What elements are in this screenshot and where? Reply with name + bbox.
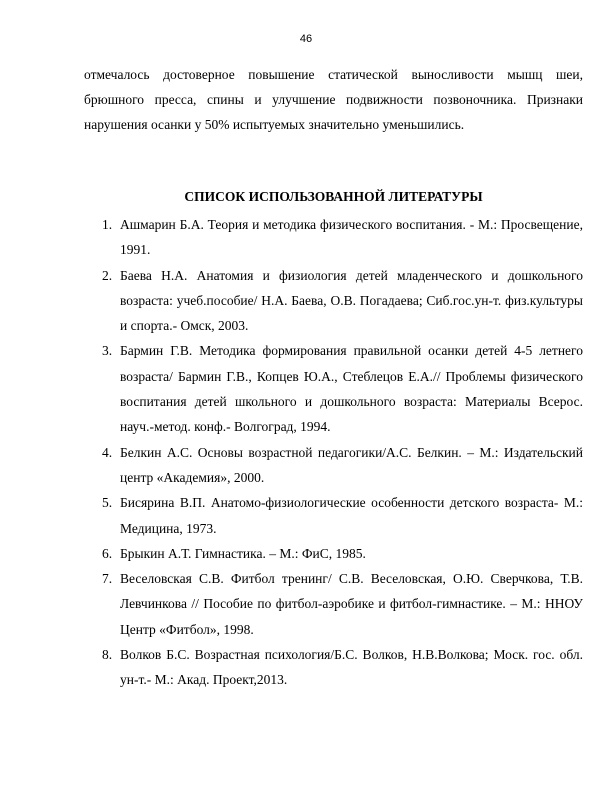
reference-text: Брыкин А.Т. Гимнастика. – М.: ФиС, 1985.: [120, 545, 366, 561]
reference-item: [84, 566, 583, 642]
reference-item: [84, 263, 583, 339]
references-title: СПИСОК ИСПОЛЬЗОВАННОЙ ЛИТЕРАТУРЫ: [184, 189, 483, 204]
reference-number: 5.: [102, 495, 113, 511]
reference-number: 3.: [102, 343, 113, 359]
reference-text: Ашмарин Б.А. Теория и методика физического воспитания. - М.: Просвещение, 1991.: [120, 217, 583, 258]
reference-item: [84, 642, 583, 693]
reference-number: 7.: [102, 571, 113, 587]
reference-number: 2.: [102, 267, 113, 283]
reference-item: [84, 338, 583, 439]
reference-item: [84, 490, 583, 541]
reference-text: Веселовская С.В. Фитбол тренинг/ С.В. Веселовская, О.Ю. Сверчкова, Т.В. Левчинкова // Пособие по фитбол-аэробике и фитбол-гимнастике. – М.: ННОУ Центр «Фитбол», 1998.: [120, 571, 583, 637]
reference-item: [84, 440, 583, 491]
reference-text: Бармин Г.В. Методика формирования правильной осанки детей 4-5 летнего возраста/ Бармин Г.В., Копцев Ю.А., Стеблецов Е.А.// Проблемы физического воспитания детей школьного и дошкольного возраста: Материалы Всерос. науч.-метод. конф.- Волгоград, 1994.: [120, 343, 583, 435]
references-list: [84, 212, 583, 693]
reference-text: Белкин А.С. Основы возрастной педагогики/А.С. Белкин. – М.: Издательский центр «Академия», 2000.: [120, 444, 583, 485]
reference-number: 6.: [102, 545, 113, 561]
intro-paragraph: отмечалось достоверное повышение статической выносливости мышц шеи, брюшного пресса, спины и улучшение подвижности позвоночника. Признаки нарушения осанки у 50% испытуемых значительно уменьшились.: [84, 67, 583, 132]
reference-number: 1.: [102, 217, 113, 232]
reference-text: Бисярина В.П. Анатомо-физиологические особенности детского возраста- М.: Медицина, 1973.: [120, 495, 583, 536]
reference-item: [84, 212, 583, 263]
reference-text: Волков Б.С. Возрастная психология/Б.С. Волков, Н.В.Волкова; Моск. гос. обл. ун-т.- М.: Акад. Проект,2013.: [120, 647, 583, 688]
reference-item: [84, 541, 583, 566]
page-number: 46: [299, 33, 313, 45]
reference-number: 8.: [102, 647, 113, 663]
reference-text: Баева Н.А. Анатомия и физиология детей младенческого и дошкольного возраста: учеб.пособие/ Н.А. Баева, О.В. Погадаева; Сиб.гос.ун-т. физ.культуры и спорта.- Омск, 2003.: [120, 267, 583, 334]
reference-number: 4.: [102, 444, 113, 460]
